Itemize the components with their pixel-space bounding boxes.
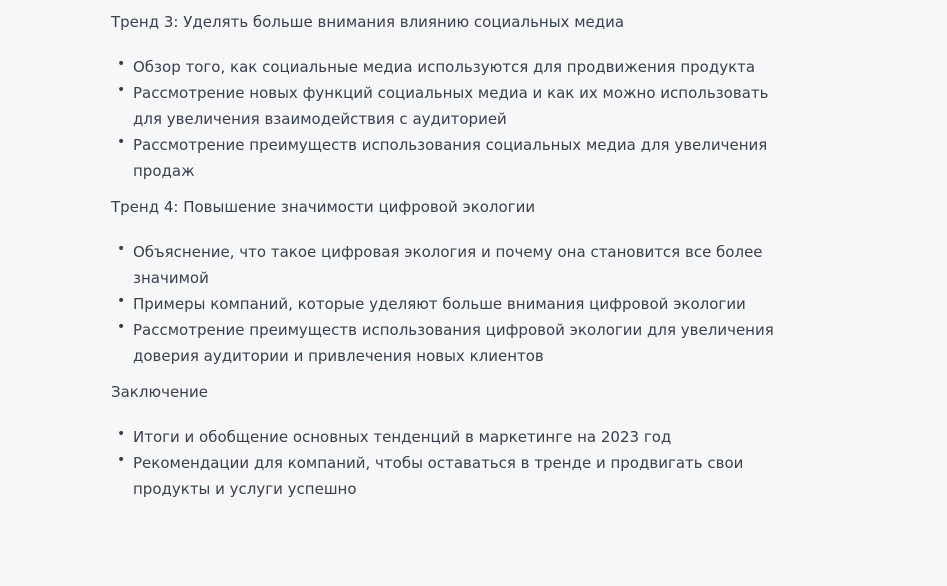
list-item: • Рассмотрение новых функций социальных медиа и как их можно использовать для увеличения взаимодействия с аудиторией — [111, 80, 793, 132]
list-item: • Объяснение, что такое цифровая экология и почему она становится все более значимой — [111, 239, 793, 291]
bullet-list-trend-3 — [111, 54, 947, 184]
section-title-conclusion: Заключение — [111, 383, 208, 401]
list-item: • Рассмотрение преимуществ использования социальных медиа для увеличения продаж — [111, 132, 793, 184]
bullet-list-conclusion — [111, 424, 947, 502]
list-item: • Примеры компаний, которые уделяют больше внимания цифровой экологии — [111, 291, 793, 317]
list-item: • Обзор того, как социальные медиа используются для продвижения продукта — [111, 54, 793, 80]
section-title-trend-4: Тренд 4: Повышение значимости цифровой экологии — [111, 198, 536, 216]
bullet-list-trend-4 — [111, 239, 947, 369]
list-item: • Рекомендации для компаний, чтобы оставаться в тренде и продвигать свои продукты и услуги успешно — [111, 450, 793, 502]
section-title-trend-3: Тренд 3: Уделять больше внимания влиянию социальных медиа — [111, 13, 625, 31]
list-item: • Итоги и обобщение основных тенденций в маркетинге на 2023 год — [111, 424, 793, 450]
list-item: • Рассмотрение преимуществ использования цифровой экологии для увеличения доверия аудитории и привлечения новых клиентов — [111, 317, 793, 369]
